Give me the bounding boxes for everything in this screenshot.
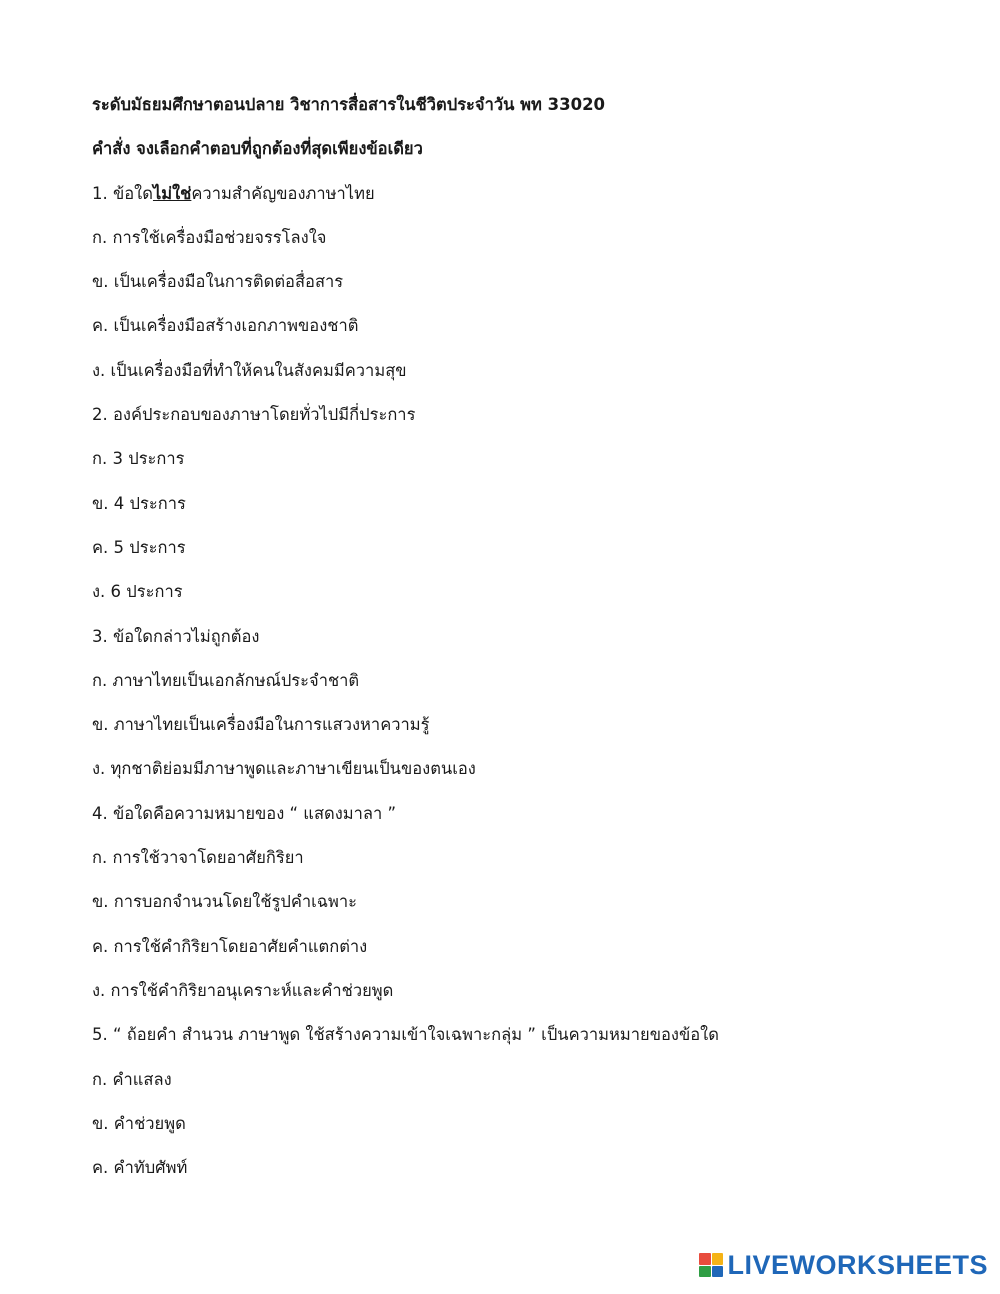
q4-option-d[interactable]: ง. การใช้คำกิริยาอนุเคราะห์และคำช่วยพูด xyxy=(92,980,394,1000)
logo-tile-yellow xyxy=(712,1253,724,1265)
question-1-suffix: ความสำคัญของภาษาไทย xyxy=(191,183,375,203)
q5-option-a[interactable]: ก. คำแสลง xyxy=(92,1069,172,1089)
q2-option-a[interactable]: ก. 3 ประการ xyxy=(92,449,185,469)
logo-tile-green xyxy=(699,1266,711,1278)
worksheet-page xyxy=(92,94,952,1201)
logo-tile-blue xyxy=(712,1266,724,1278)
q1-option-c[interactable]: ค. เป็นเครื่องมือสร้างเอกภาพของชาติ xyxy=(92,316,359,336)
q4-option-a[interactable]: ก. การใช้วาจาโดยอาศัยกิริยา xyxy=(92,848,304,868)
q3-option-b[interactable]: ข. ภาษาไทยเป็นเครื่องมือในการแสวงหาความรู้ xyxy=(92,715,430,735)
question-4: 4. ข้อใดคือความหมายของ “ แสดงมาลา ” xyxy=(92,803,397,823)
instruction-text: คำสั่ง จงเลือกคำตอบที่ถูกต้องที่สุดเพียงข้อเดียว xyxy=(92,139,423,159)
q2-option-b[interactable]: ข. 4 ประการ xyxy=(92,493,186,513)
question-5: 5. “ ถ้อยคำ สำนวน ภาษาพูด ใช้สร้างความเข้าใจเฉพาะกลุ่ม ” เป็นความหมายของข้อใด xyxy=(92,1025,719,1045)
logo-tile-red xyxy=(699,1253,711,1265)
q1-option-b[interactable]: ข. เป็นเครื่องมือในการติดต่อสื่อสาร xyxy=(92,272,344,292)
q5-option-b[interactable]: ข. คำช่วยพูด xyxy=(92,1113,186,1133)
q2-option-d[interactable]: ง. 6 ประการ xyxy=(92,582,183,602)
brand-name: LIVEWORKSHEETS xyxy=(727,1249,988,1280)
q5-option-c[interactable]: ค. คำทับศัพท์ xyxy=(92,1158,188,1178)
question-2: 2. องค์ประกอบของภาษาโดยทั่วไปมีกี่ประการ xyxy=(92,405,416,425)
q4-option-c[interactable]: ค. การใช้คำกิริยาโดยอาศัยคำแตกต่าง xyxy=(92,936,368,956)
question-1-emphasis: ไม่ใช่ xyxy=(152,183,192,203)
liveworksheets-logo-icon xyxy=(699,1253,723,1277)
worksheet-header: ระดับมัธยมศึกษาตอนปลาย วิชาการสื่อสารในชีวิตประจำวัน พท 33020 xyxy=(92,95,606,114)
q1-option-a[interactable]: ก. การใช้เครื่องมือช่วยจรรโลงใจ xyxy=(92,227,327,247)
liveworksheets-brand[interactable] xyxy=(699,1250,988,1280)
q2-option-c[interactable]: ค. 5 ประการ xyxy=(92,537,186,557)
q3-option-a[interactable]: ก. ภาษาไทยเป็นเอกลักษณ์ประจำชาติ xyxy=(92,670,360,690)
question-1 xyxy=(92,183,952,205)
question-1-prefix: 1. ข้อใด xyxy=(92,183,153,203)
q4-option-b[interactable]: ข. การบอกจำนวนโดยใช้รูปคำเฉพาะ xyxy=(92,892,358,912)
question-3: 3. ข้อใดกล่าวไม่ถูกต้อง xyxy=(92,626,260,646)
q1-option-d[interactable]: ง. เป็นเครื่องมือที่ทำให้คนในสังคมมีความสุข xyxy=(92,360,407,380)
q3-option-d[interactable]: ง. ทุกชาติย่อมมีภาษาพูดและภาษาเขียนเป็นของตนเอง xyxy=(92,759,476,779)
